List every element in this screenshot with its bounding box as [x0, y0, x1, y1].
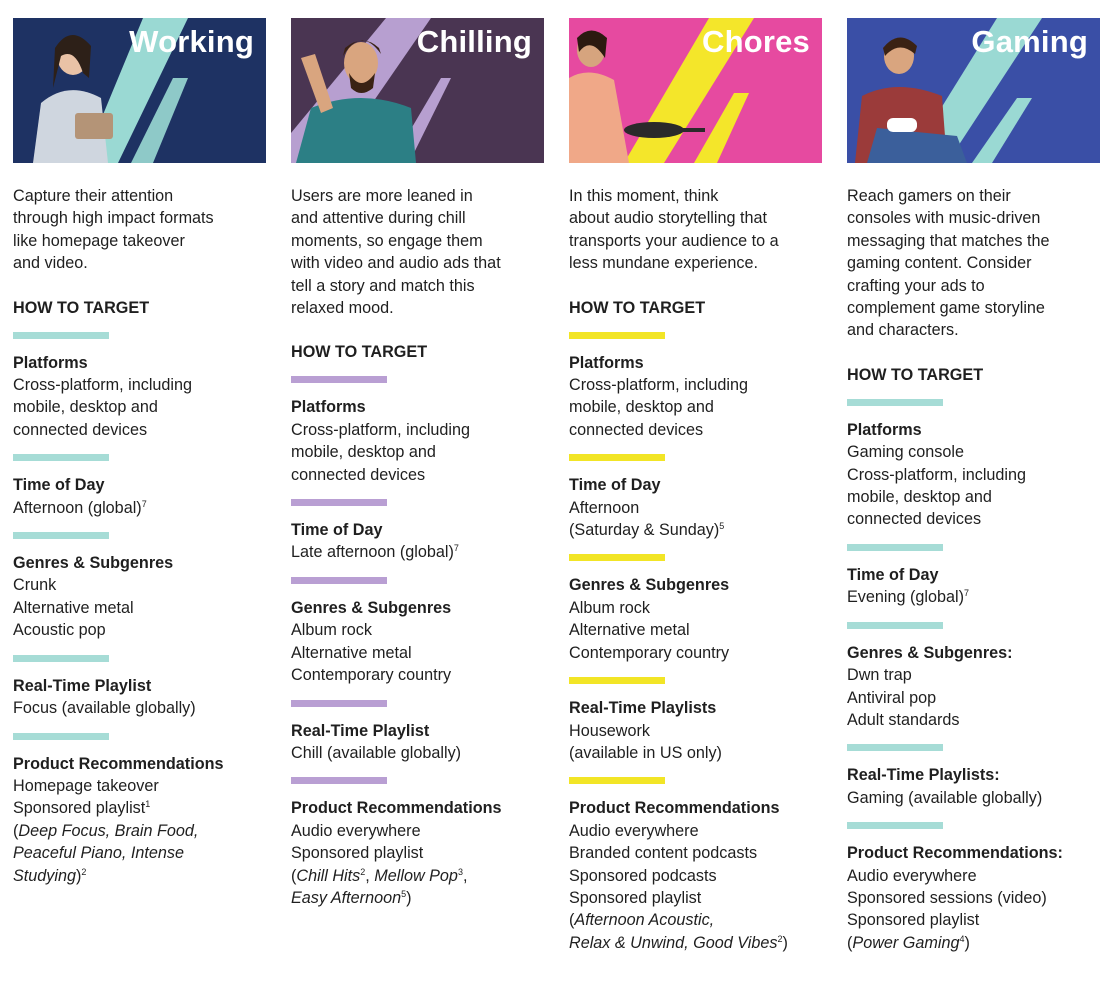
divider-bar — [13, 454, 109, 461]
product-recommendations-section: Product Recommendations: Audio everywhere Sponsored sessions (video) Sponsored playlist (Power Gaming$^4$) — [847, 844, 1063, 952]
column-working — [13, 18, 269, 887]
divider-bar — [291, 577, 387, 584]
divider-bar — [847, 622, 943, 629]
genres-section: Genres & Subgenres Album rock Alternative metal Contemporary country — [569, 576, 730, 662]
hero-image-working — [13, 18, 266, 163]
playlist-section: Real-Time Playlists: Gaming (available globally) — [847, 766, 1043, 807]
divider-bar — [13, 532, 109, 539]
column-chores — [569, 18, 825, 954]
intro-text: Reach gamers on their consoles with music-driven messaging that matches the gaming content. Consider crafting your ads to complement game storyline and characters. — [847, 187, 1050, 340]
intro-text: Users are more leaned in and attentive during chill moments, so engage them with video and audio ads that tell a story and match this relaxed mood. — [291, 187, 501, 318]
divider-bar — [847, 399, 943, 406]
divider-bar — [569, 554, 665, 561]
time-of-day-section: Time of Day Late afternoon (global)$^7$ — [291, 521, 459, 562]
divider-bar — [569, 677, 665, 684]
playlist-section: Real-Time Playlist Chill (available globally) — [291, 721, 462, 762]
divider-bar — [569, 454, 665, 461]
column-title: Chilling — [416, 24, 532, 59]
column-chilling — [291, 18, 547, 909]
divider-bar — [13, 733, 109, 740]
hero-image-chores — [569, 18, 822, 163]
divider-bar — [847, 744, 943, 751]
how-to-target-heading: HOW TO TARGET — [291, 343, 428, 362]
divider-bar — [13, 332, 109, 339]
hero-image-chilling — [291, 18, 544, 163]
playlist-section: Real-Time Playlist Focus (available globally) — [13, 676, 196, 718]
product-recommendations-section: Product Recommendations Homepage takeover Sponsored playlist$^1$ (Deep Focus, Brain Food, Peaceful Piano, Intense Studying)$^2$ — [13, 754, 224, 885]
divider-bar — [13, 655, 109, 662]
platforms-section: Platforms Cross-platform, including mobile, desktop and connected devices — [569, 353, 749, 439]
platforms-section: Platforms Cross-platform, including mobile, desktop and connected devices — [291, 398, 471, 484]
product-recommendations-section: Product Recommendations Audio everywhere Sponsored playlist (Chill Hits$^2$, Mellow Pop$^3$, Easy Afternoon$^5$) — [291, 799, 502, 907]
time-of-day-section: Time of Day Afternoon (Saturday & Sunday)$^5$ — [569, 476, 725, 540]
how-to-target-heading: HOW TO TARGET — [569, 298, 706, 317]
playlist-section: Real-Time Playlists Housework (available in US only) — [569, 699, 722, 762]
divider-bar — [291, 376, 387, 383]
column-gaming — [847, 18, 1103, 954]
genres-section: Genres & Subgenres Album rock Alternative metal Contemporary country — [291, 598, 452, 685]
platforms-section: Platforms Gaming console Cross-platform, including mobile, desktop and connected devices — [847, 420, 1027, 529]
hero-image-gaming — [847, 18, 1100, 163]
genres-section: Genres & Subgenres Crunk Alternative metal Acoustic pop — [13, 554, 174, 640]
column-title: Chores — [701, 24, 810, 59]
divider-bar — [569, 777, 665, 784]
genres-section: Genres & Subgenres: Dwn trap Antiviral pop Adult standards — [847, 643, 1013, 729]
product-recommendations-section: Product Recommendations Audio everywhere Branded content podcasts Sponsored podcasts Sponsored playlist (Afternoon Acoustic, Relax & Unwind, Good Vibes$^2$) — [569, 799, 788, 952]
how-to-target-heading: HOW TO TARGET — [847, 365, 984, 384]
divider-bar — [569, 332, 665, 339]
intro-text: Capture their attention through high impact formats like homepage takeover and video. — [13, 187, 214, 273]
column-title: Gaming — [971, 24, 1088, 59]
time-of-day-section: Time of Day Evening (global)$^7$ — [847, 565, 969, 607]
divider-bar — [291, 777, 387, 784]
how-to-target-heading: HOW TO TARGET — [13, 298, 150, 317]
column-title: Working — [129, 24, 254, 59]
intro-text: In this moment, think about audio storytelling that transports your audience to a less mundane experience. — [569, 187, 779, 273]
divider-bar — [847, 822, 943, 829]
platforms-section: Platforms Cross-platform, including mobile, desktop and connected devices — [13, 353, 193, 439]
divider-bar — [847, 544, 943, 551]
divider-bar — [291, 499, 387, 506]
divider-bar — [291, 700, 387, 707]
time-of-day-section: Time of Day Afternoon (global)$^7$ — [13, 476, 147, 517]
